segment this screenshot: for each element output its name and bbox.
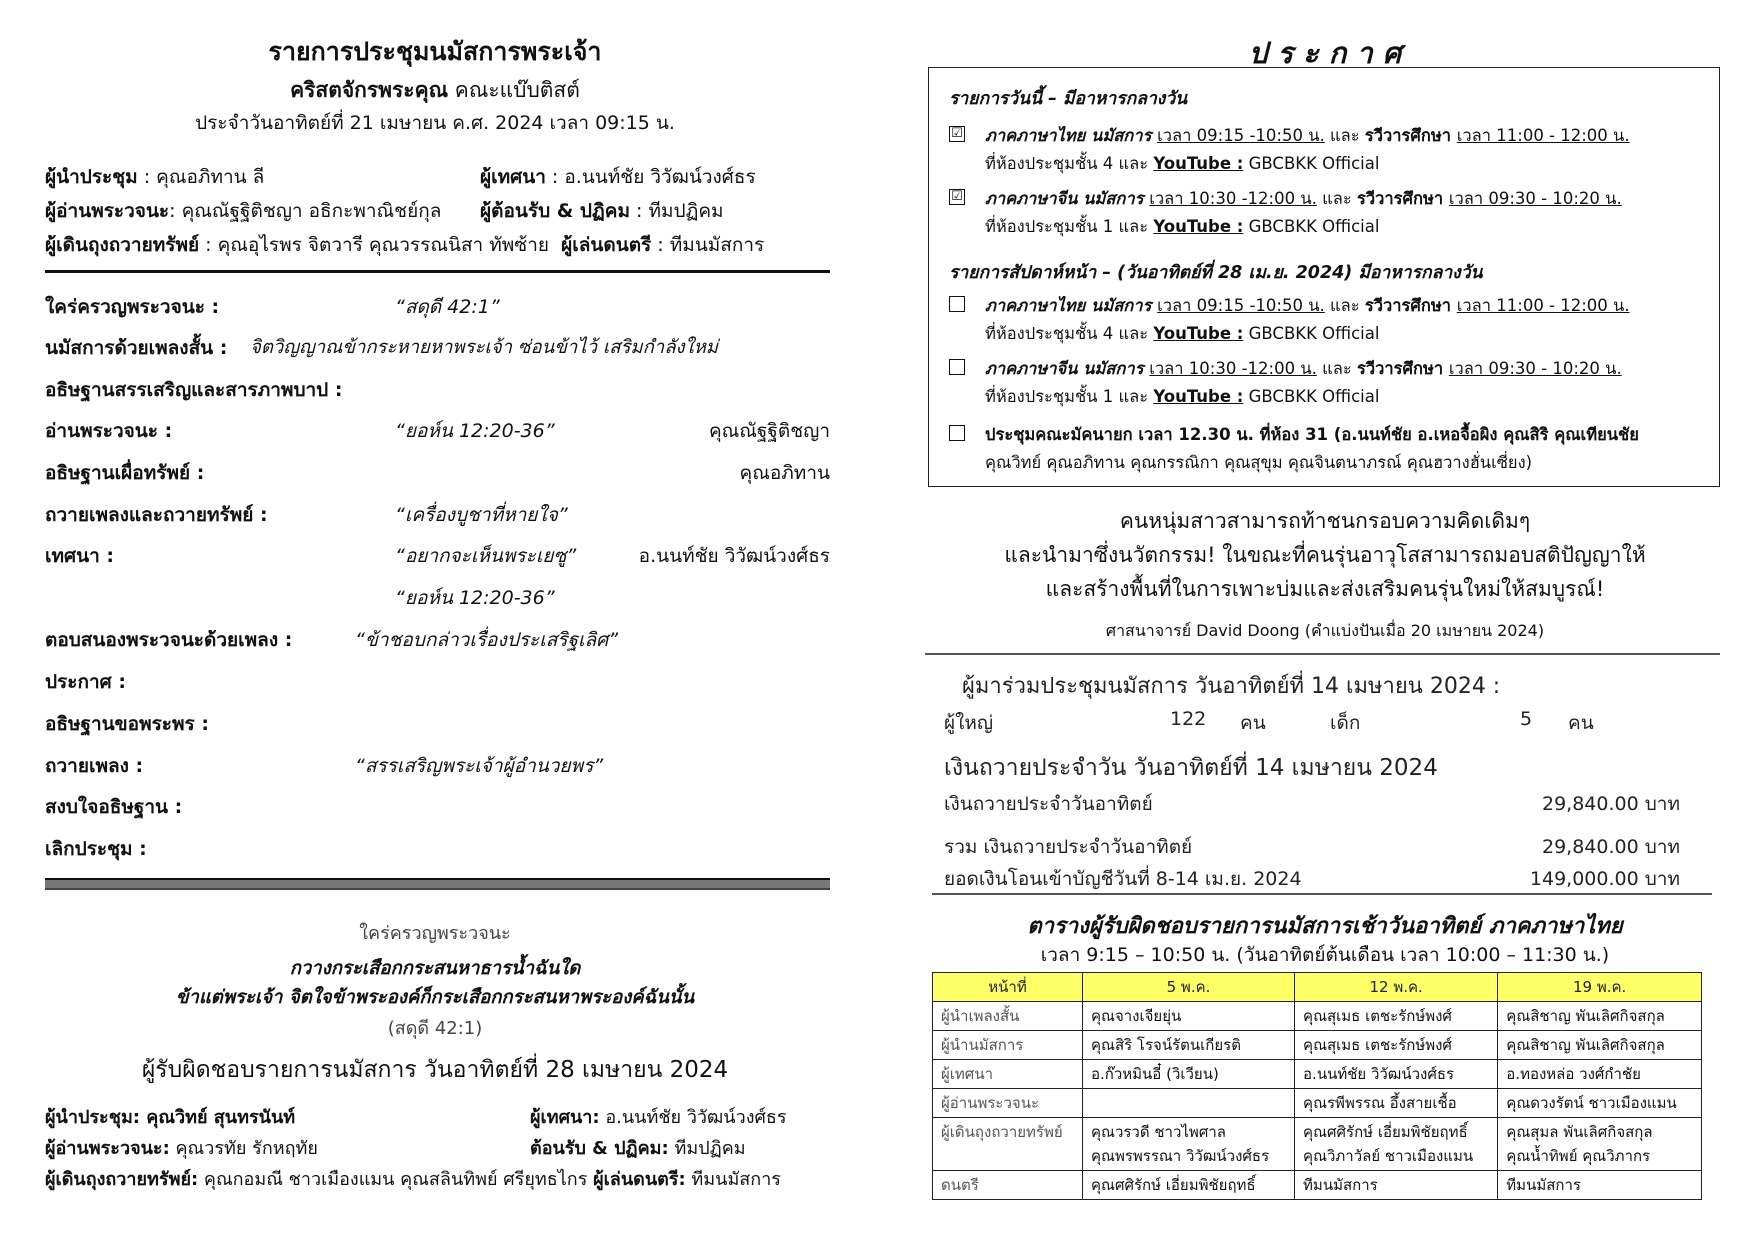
announcements-box xyxy=(928,67,1720,487)
committee-line-2: คุณวิทย์ คุณอภิทาน คุณกรรณิกา คุณสุขุม คุณจินตนาภรณ์ คุณฮวางฮั่นเซี่ยง) xyxy=(985,453,1533,472)
table-cell: คุณศศิรักษ์ เอี่ยมพิชัยฤทธิ์ xyxy=(1083,1171,1295,1200)
quote-attribution: ศาสนาจารย์ David Doong (คำแบ่งปันเมื่อ 20 เมษายน 2024) xyxy=(1105,621,1545,640)
quote-line-2: และนำมาซึ่งนวัตกรรม! ในขณะที่คนรุ่นอาวุโสสามารถมอบสติปัญญาให้ xyxy=(1004,543,1646,567)
program-item xyxy=(45,541,830,571)
table-role-cell: ผู้เดินถุงถวายทรัพย์ xyxy=(933,1118,1083,1171)
table-cell: คุณสุมล พันเลิศกิจสกุล คุณน้ำทิพย์ คุณวิภากร xyxy=(1498,1118,1702,1171)
program-item-label: อธิษฐานเผื่อทรัพย์ : xyxy=(45,462,205,484)
order-of-service-panel xyxy=(0,0,860,1241)
program-item xyxy=(45,792,830,822)
table-cell: ทีมนมัสการ xyxy=(1498,1171,1702,1200)
program-item-detail: “เครื่องบูชาที่หายใจ” xyxy=(395,504,568,526)
church-name-rest: คณะแบ๊บติสต์ xyxy=(448,78,580,102)
meditation-line-2: ข้าแต่พระเจ้า จิตใจข้าพระองค์ก็กระเสือกกระสนหาพระองค์ฉันนั้น xyxy=(175,987,695,1008)
child-label: เด็ก xyxy=(1330,712,1361,734)
table-role-cell: ผู้อ่านพระวจนะ xyxy=(933,1089,1083,1118)
table-cell: อ.ทองหล่อ วงศ์กำชัย xyxy=(1498,1060,1702,1089)
table-row xyxy=(933,1031,1702,1060)
today-heading: รายการวันนี้ – มีอาหารกลางวัน xyxy=(949,89,1188,109)
program-item-label: นมัสการด้วยเพลงสั้น : xyxy=(45,337,228,359)
announcement-line-2: ที่ห้องประชุมชั้น 4 และ YouTube : GBCBKK Official xyxy=(985,324,1380,343)
table-role-cell: ผู้นำเพลงสั้น xyxy=(933,1002,1083,1031)
table-cell: คุณสิชาญ พันเลิศกิจสกุล xyxy=(1498,1031,1702,1060)
offering-row-3-label: ยอดเงินโอนเข้าบัญชีวันที่ 8-14 เม.ย. 2024 xyxy=(944,868,1302,890)
divider xyxy=(925,653,1720,655)
adult-count: 122 xyxy=(1170,708,1207,730)
announcement-line-1: ภาคภาษาไทย นมัสการ เวลา 09:15 -10:50 น. และ รวีวารศึกษา เวลา 11:00 - 12:00 น. xyxy=(985,296,1630,315)
table-header-cell: 12 พ.ค. xyxy=(1295,973,1498,1002)
adult-unit: คน xyxy=(1240,712,1266,734)
schedule-title: ตารางผู้รับผิดชอบรายการนมัสการเช้าวันอาทิตย์ ภาคภาษาไทย xyxy=(1027,914,1623,939)
offering-row-2-value: 29,840.00 บาท xyxy=(1542,836,1680,858)
program-item-label: อธิษฐานขอพระพร : xyxy=(45,713,209,735)
program-item-label: ตอบสนองพระวจนะด้วยเพลง : xyxy=(45,629,293,651)
program-item xyxy=(45,583,830,613)
program-item xyxy=(45,751,830,781)
table-cell: คุณสิชาญ พันเลิศกิจสกุล xyxy=(1498,1002,1702,1031)
role-offering: ผู้เดินถุงถวายทรัพย์ : คุณอุไรพร จิตวารี คุณวรรณนิสา ทัพซ้าย ผู้เล่นดนตรี : ทีมนมัสการ xyxy=(45,234,765,256)
next-week-heading: รายการสัปดาห์หน้า – (วันอาทิตย์ที่ 28 เม.ย. 2024) มีอาหารกลางวัน xyxy=(949,263,1483,283)
table-row xyxy=(933,1118,1702,1171)
program-item-label: ประกาศ : xyxy=(45,671,126,693)
child-unit: คน xyxy=(1568,712,1594,734)
committee-checkbox xyxy=(949,425,965,441)
announcements-title: ป ร ะ ก า ศ xyxy=(1248,36,1402,70)
meditation-heading: ใคร่ครวญพระวจนะ xyxy=(359,923,511,944)
program-item-label: ถวายเพลง : xyxy=(45,755,144,777)
role-usher: ผู้ต้อนรับ & ปฏิคม : ทีมปฏิคม xyxy=(480,200,724,222)
quote-line-3: และสร้างพื้นที่ในการเพาะบ่มและส่งเสริมคนรุ่นใหม่ให้สมบูรณ์! xyxy=(1045,577,1605,601)
table-row xyxy=(933,1089,1702,1118)
announcement-line-1: ภาคภาษาจีน นมัสการ เวลา 10:30 -12:00 น. และ รวีวารศึกษา เวลา 09:30 - 10:20 น. xyxy=(985,189,1622,208)
service-date: ประจำวันอาทิตย์ที่ 21 เมษายน ค.ศ. 2024 เวลา 09:15 น. xyxy=(195,112,675,134)
announcement-checkbox: ☑ xyxy=(949,189,965,205)
program-item-label: สงบใจอธิษฐาน : xyxy=(45,796,183,818)
program-item-label: เลิกประชุม : xyxy=(45,838,147,860)
table-role-cell: ผู้เทศนา xyxy=(933,1060,1083,1089)
table-header-cell: 5 พ.ค. xyxy=(1083,973,1295,1002)
table-cell: อ.นนท์ชัย วิวัฒน์วงศ์ธร xyxy=(1295,1060,1498,1089)
table-cell: คุณศศิรักษ์ เอี่ยมพิชัยฤทธิ์ คุณวิภาวัลย์ ชาวเมืองแมน xyxy=(1295,1118,1498,1171)
offering-heading: เงินถวายประจำวัน วันอาทิตย์ที่ 14 เมษายน 2024 xyxy=(944,755,1438,781)
program-item xyxy=(45,834,830,864)
quote-line-1: คนหนุ่มสาวสามารถท้าชนกรอบความคิดเดิมๆ xyxy=(1119,509,1531,533)
program-item-detail: “ยอห์น 12:20-36” xyxy=(395,587,555,609)
table-cell: อ.ก๊วหมินอี๋ (วิเวียน) xyxy=(1083,1060,1295,1089)
service-title: รายการประชุมนมัสการพระเจ้า xyxy=(268,37,602,66)
role-preacher: ผู้เทศนา : อ.นนท์ชัย วิวัฒน์วงศ์ธร xyxy=(480,166,756,188)
table-header-row xyxy=(933,973,1702,1002)
table-cell: ทีมนมัสการ xyxy=(1295,1171,1498,1200)
next-week-title: ผู้รับผิดชอบรายการนมัสการ วันอาทิตย์ที่ 28 เมษายน 2024 xyxy=(141,1057,729,1083)
announcement-line-1: ภาคภาษาไทย นมัสการ เวลา 09:15 -10:50 น. และ รวีวารศึกษา เวลา 11:00 - 12:00 น. xyxy=(985,126,1630,145)
program-item-detail: “สดุดี 42:1” xyxy=(395,296,500,318)
program-item xyxy=(45,625,830,655)
meditation-ref: (สดุดี 42:1) xyxy=(387,1018,483,1039)
table-cell: คุณสิริ โรจน์รัตนเกียรติ xyxy=(1083,1031,1295,1060)
table-header-cell: 19 พ.ค. xyxy=(1498,973,1702,1002)
announcements-panel xyxy=(920,0,1730,1241)
program-item-detail: “สรรเสริญพระเจ้าผู้อำนวยพร” xyxy=(355,755,604,777)
church-name-bold: คริสตจักรพระคุณ xyxy=(290,78,449,102)
next-preacher: ผู้เทศนา: อ.นนท์ชัย วิวัฒน์วงศ์ธร xyxy=(530,1107,787,1128)
role-reader: ผู้อ่านพระวจนะ: คุณณัฐฐิติชญา อธิกะพาณิชย์กุล xyxy=(45,200,442,222)
divider xyxy=(932,893,1712,895)
program-item xyxy=(45,667,830,697)
program-item-person: คุณอภิทาน xyxy=(739,462,830,484)
divider xyxy=(45,270,830,273)
next-offering: ผู้เดินถุงถวายทรัพย์: คุณกอมณี ชาวเมืองแมน คุณสลินทิพย์ ศรียุทธไกร ผู้เล่นดนตรี: ทีมนมัสการ xyxy=(45,1169,781,1190)
program-item-person: อ.นนท์ชัย วิวัฒน์วงศ์ธร xyxy=(638,545,830,567)
announcement-line-2: ที่ห้องประชุมชั้น 1 และ YouTube : GBCBKK Official xyxy=(985,217,1380,236)
meditation-line-1: กวางกระเสือกกระสนหาธารน้ำฉันใด xyxy=(289,958,581,979)
table-header-cell: หน้าที่ xyxy=(933,973,1083,1002)
program-item xyxy=(45,416,830,446)
program-item-detail: “อยากจะเห็นพระเยซู” xyxy=(395,545,577,567)
program-item xyxy=(45,292,830,322)
program-item-person: คุณณัฐฐิติชญา xyxy=(708,420,830,442)
announcement-checkbox xyxy=(949,296,965,312)
offering-row-1-label: เงินถวายประจำวันอาทิตย์ xyxy=(944,793,1153,815)
table-cell: คุณดวงรัตน์ ชาวเมืองแมน xyxy=(1498,1089,1702,1118)
child-count: 5 xyxy=(1520,708,1533,730)
next-usher: ต้อนรับ & ปฏิคม: ทีมปฏิคม xyxy=(530,1138,746,1159)
announcement-checkbox xyxy=(949,359,965,375)
program-item-label: อธิษฐานสรรเสริญและสารภาพบาป : xyxy=(45,379,343,401)
announcement-line-2: ที่ห้องประชุมชั้น 1 และ YouTube : GBCBKK Official xyxy=(985,387,1380,406)
role-leader: ผู้นำประชุม : คุณอภิทาน ลี xyxy=(45,166,265,188)
offering-row-2-label: รวม เงินถวายประจำวันอาทิตย์ xyxy=(944,836,1193,858)
program-item-detail: จิตวิญญาณข้ากระหายหาพระเจ้า ซ่อนข้าไว้ เสริมกำลังใหม่ xyxy=(250,337,718,358)
schedule-table xyxy=(932,972,1702,1200)
schedule-subtitle: เวลา 9:15 – 10:50 น. (วันอาทิตย์ต้นเดือน เวลา 10:00 – 11:30 น.) xyxy=(1040,944,1610,966)
table-cell: คุณรพีพรรณ อึ้งสายเชื้อ xyxy=(1295,1089,1498,1118)
program-item xyxy=(45,709,830,739)
program-item-label: ใคร่ครวญพระวจนะ : xyxy=(45,296,220,318)
attendance-heading: ผู้มาร่วมประชุมนมัสการ วันอาทิตย์ที่ 14 เมษายน 2024 : xyxy=(962,674,1501,699)
program-item xyxy=(45,375,830,405)
program-item-label: เทศนา : xyxy=(45,545,114,567)
table-row xyxy=(933,1060,1702,1089)
committee-line-1: ประชุมคณะมัคนายก เวลา 12.30 น. ที่ห้อง 31 (อ.นนท์ชัย อ.เหอจื้อผิง คุณสิริ คุณเทียนชัย xyxy=(985,425,1639,444)
announcement-checkbox: ☑ xyxy=(949,126,965,142)
table-cell: คุณสุเมธ เตชะรักษ์พงศ์ xyxy=(1295,1002,1498,1031)
table-cell xyxy=(1083,1089,1295,1118)
next-reader: ผู้อ่านพระวจนะ: คุณวรทัย รักหฤทัย xyxy=(45,1138,318,1159)
program-item-label: ถวายเพลงและถวายทรัพย์ : xyxy=(45,504,268,526)
divider-thick xyxy=(45,878,830,890)
program-item xyxy=(45,458,830,488)
table-cell: คุณสุเมธ เตชะรักษ์พงศ์ xyxy=(1295,1031,1498,1060)
announcement-line-2: ที่ห้องประชุมชั้น 4 และ YouTube : GBCBKK Official xyxy=(985,154,1380,173)
program-item xyxy=(45,500,830,530)
next-leader: ผู้นำประชุม: คุณวิทย์ สุนทรนันท์ xyxy=(45,1107,296,1128)
adult-label: ผู้ใหญ่ xyxy=(944,712,994,734)
program-item-detail: “ข้าชอบกล่าวเรื่องประเสริฐเลิศ” xyxy=(355,629,619,651)
program-item-label: อ่านพระวจนะ : xyxy=(45,420,173,442)
table-row xyxy=(933,1002,1702,1031)
table-row xyxy=(933,1171,1702,1200)
program-item xyxy=(45,333,830,363)
table-role-cell: ผู้นำนมัสการ xyxy=(933,1031,1083,1060)
offering-row-3-value: 149,000.00 บาท xyxy=(1529,868,1680,890)
table-cell: คุณวรวดี ชาวไพศาล คุณพรพรรณา วิวัฒน์วงศ์ธร xyxy=(1083,1118,1295,1171)
table-cell: คุณจางเจียยุ่น xyxy=(1083,1002,1295,1031)
announcement-line-1: ภาคภาษาจีน นมัสการ เวลา 10:30 -12:00 น. และ รวีวารศึกษา เวลา 09:30 - 10:20 น. xyxy=(985,359,1622,378)
offering-row-1-value: 29,840.00 บาท xyxy=(1542,793,1680,815)
church-name xyxy=(45,74,825,107)
program-item-detail: “ยอห์น 12:20-36” xyxy=(395,420,555,442)
table-role-cell: ดนตรี xyxy=(933,1171,1083,1200)
